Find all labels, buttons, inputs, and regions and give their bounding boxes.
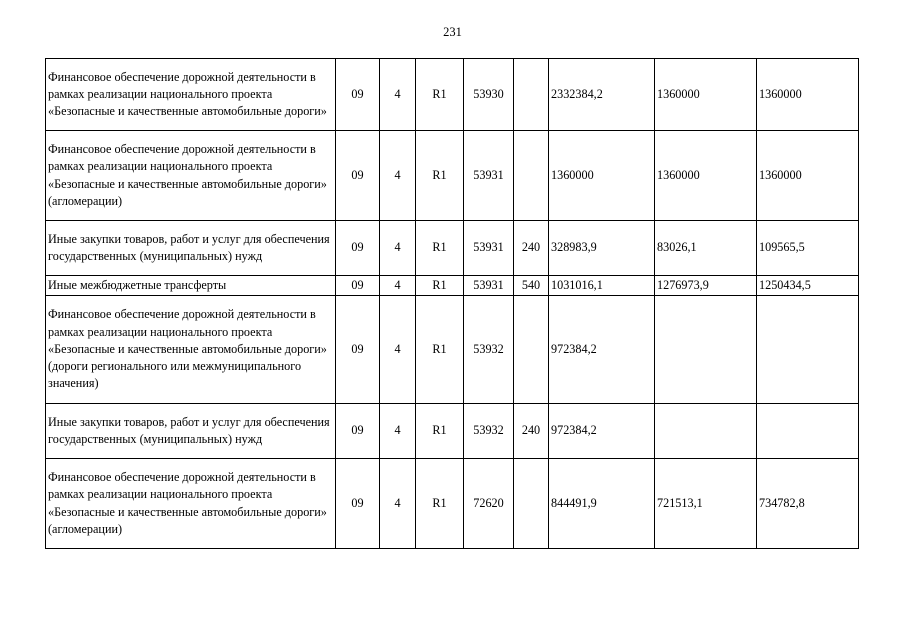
amount-year-1: 972384,2	[549, 404, 655, 459]
table-row	[46, 59, 859, 131]
amount-year-2: 1276973,9	[655, 276, 757, 296]
table-row	[46, 459, 859, 549]
table-row	[46, 131, 859, 221]
section-code: 09	[336, 59, 380, 131]
subsection-code: 4	[380, 296, 416, 404]
amount-year-3: 109565,5	[757, 221, 859, 276]
amount-year-3: 734782,8	[757, 459, 859, 549]
amount-year-1: 328983,9	[549, 221, 655, 276]
expense-type-code: 240	[514, 221, 549, 276]
amount-year-1: 972384,2	[549, 296, 655, 404]
direction-code: 53931	[464, 276, 514, 296]
budget-table	[45, 58, 859, 549]
program-code: R1	[416, 404, 464, 459]
subsection-code: 4	[380, 404, 416, 459]
expense-type-code	[514, 459, 549, 549]
expense-type-code	[514, 59, 549, 131]
program-code: R1	[416, 131, 464, 221]
section-code: 09	[336, 404, 380, 459]
expense-type-code: 540	[514, 276, 549, 296]
subsection-code: 4	[380, 221, 416, 276]
page-number: 231	[443, 25, 462, 39]
section-code: 09	[336, 459, 380, 549]
direction-code: 53931	[464, 131, 514, 221]
direction-code: 53930	[464, 59, 514, 131]
row-name: Иные межбюджетные трансферты	[46, 276, 336, 296]
amount-year-2	[655, 404, 757, 459]
row-name: Финансовое обеспечение дорожной деятельности в рамках реализации национального проекта «Безопасные и качественные автомобильные дороги»	[46, 59, 336, 131]
expense-type-code	[514, 131, 549, 221]
program-code: R1	[416, 276, 464, 296]
row-name: Финансовое обеспечение дорожной деятельности в рамках реализации национального проекта «Безопасные и качественные автомобильные дороги» (агломерации)	[46, 131, 336, 221]
amount-year-3: 1360000	[757, 59, 859, 131]
section-code: 09	[336, 276, 380, 296]
direction-code: 53931	[464, 221, 514, 276]
amount-year-2: 1360000	[655, 131, 757, 221]
direction-code: 53932	[464, 296, 514, 404]
amount-year-3	[757, 296, 859, 404]
amount-year-2: 83026,1	[655, 221, 757, 276]
direction-code: 72620	[464, 459, 514, 549]
amount-year-3	[757, 404, 859, 459]
amount-year-1: 1360000	[549, 131, 655, 221]
table-row	[46, 404, 859, 459]
subsection-code: 4	[380, 276, 416, 296]
row-name: Финансовое обеспечение дорожной деятельности в рамках реализации национального проекта «Безопасные и качественные автомобильные дороги» (агломерации)	[46, 459, 336, 549]
expense-type-code	[514, 296, 549, 404]
program-code: R1	[416, 59, 464, 131]
row-name: Финансовое обеспечение дорожной деятельности в рамках реализации национального проекта «Безопасные и качественные автомобильные дороги» (дороги регионального или межмуниципального значения)	[46, 296, 336, 404]
expense-type-code: 240	[514, 404, 549, 459]
subsection-code: 4	[380, 59, 416, 131]
amount-year-1: 2332384,2	[549, 59, 655, 131]
row-name: Иные закупки товаров, работ и услуг для обеспечения государственных (муниципальных) нужд	[46, 221, 336, 276]
section-code: 09	[336, 221, 380, 276]
section-code: 09	[336, 131, 380, 221]
amount-year-3: 1250434,5	[757, 276, 859, 296]
table-row	[46, 276, 859, 296]
table-row	[46, 296, 859, 404]
row-name: Иные закупки товаров, работ и услуг для обеспечения государственных (муниципальных) нужд	[46, 404, 336, 459]
amount-year-3: 1360000	[757, 131, 859, 221]
amount-year-2	[655, 296, 757, 404]
amount-year-2: 721513,1	[655, 459, 757, 549]
amount-year-2: 1360000	[655, 59, 757, 131]
amount-year-1: 844491,9	[549, 459, 655, 549]
amount-year-1: 1031016,1	[549, 276, 655, 296]
program-code: R1	[416, 459, 464, 549]
section-code: 09	[336, 296, 380, 404]
table-row	[46, 221, 859, 276]
program-code: R1	[416, 296, 464, 404]
subsection-code: 4	[380, 459, 416, 549]
program-code: R1	[416, 221, 464, 276]
direction-code: 53932	[464, 404, 514, 459]
subsection-code: 4	[380, 131, 416, 221]
